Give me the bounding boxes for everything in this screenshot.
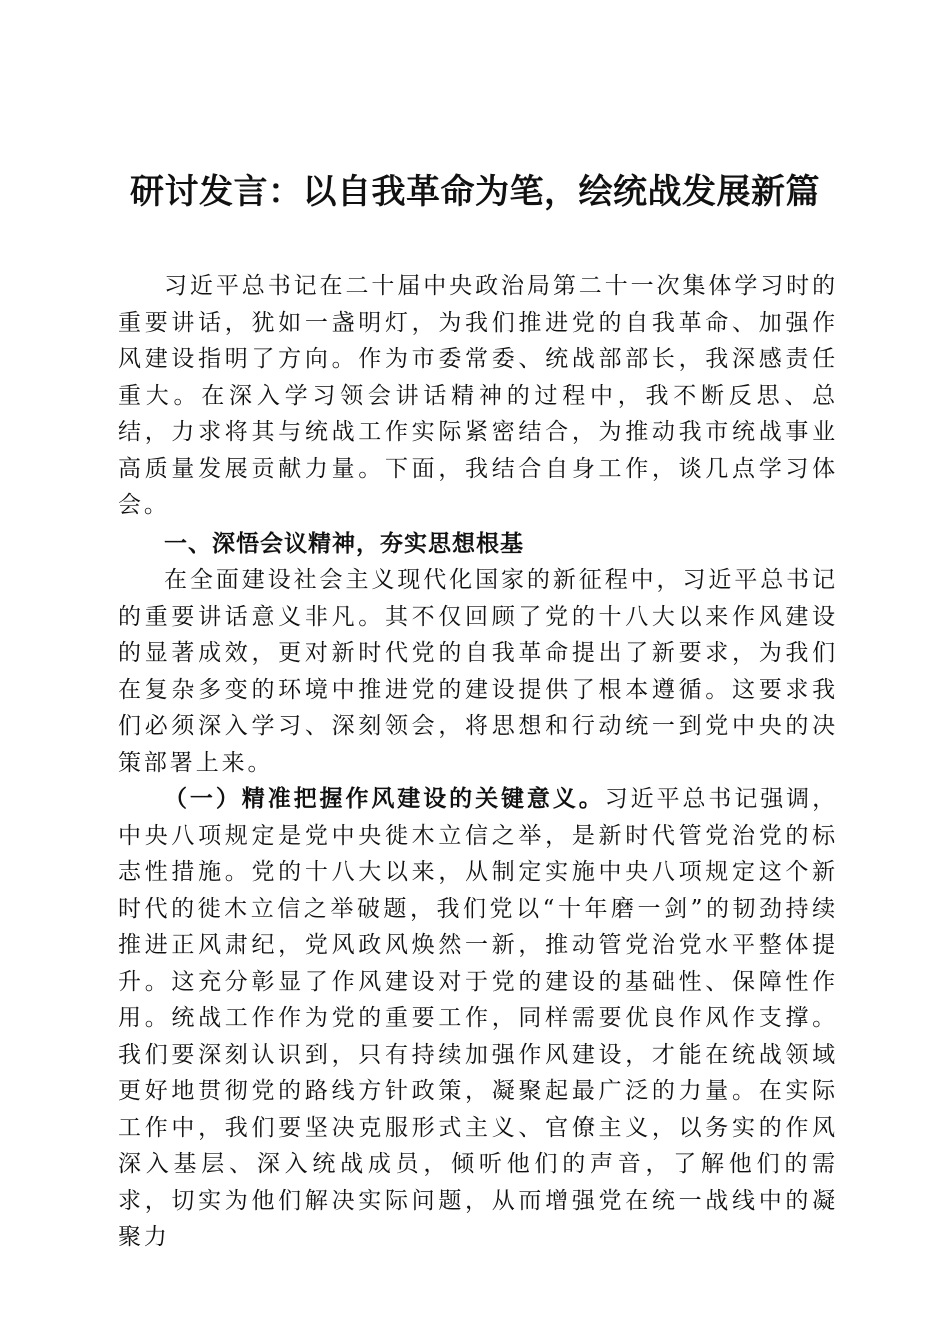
section-paragraph: 在全面建设社会主义现代化国家的新征程中，习近平总书记的重要讲话意义非凡。其不仅回顾了党的十八大以来作风建设的显著成效，更对新时代党的自我革命提出了新要求，为我们在复杂多变的环境中推进党的建设提供了根本遵循。这要求我们必须深入学习、深刻领会，将思想和行动统一到党中央的决策部署上来。: [118, 567, 838, 776]
subsection-paragraph: [118, 781, 838, 1256]
document-body: [118, 268, 838, 1256]
section-heading: 一、深悟会议精神，夯实思想根基: [164, 530, 524, 557]
document-title: 研讨发言：以自我革命为笔，绘统战发展新篇: [130, 172, 820, 212]
intro-paragraph: 习近平总书记在二十届中央政治局第二十一次集体学习时的重要讲话，犹如一盏明灯，为我们推进党的自我革命、加强作风建设指明了方向。作为市委常委、统战部部长，我深感责任重大。在深入学习领会讲话精神的过程中，我不断反思、总结，力求将其与统战工作实际紧密结合，为推动我市统战事业高质量发展贡献力量。下面，我结合自身工作，谈几点学习体会。: [118, 273, 838, 518]
subsection-lead: （一）精准把握作风建设的关键意义。: [164, 785, 605, 812]
subsection-text: 习近平总书记强调，中央八项规定是党中央徙木立信之举，是新时代管党治党的标志性措施。党的十八大以来，从制定实施中央八项规定这个新时代的徙木立信之举破题，我们党以“十年磨一剑”的韧劲持续推进正风肃纪，党风政风焕然一新，推动管党治党水平整体提升。这充分彰显了作风建设对于党的建设的基础性、保障性作用。统战工作作为党的重要工作，同样需要优良作风作支撑。我们要深刻认识到，只有持续加强作风建设，才能在统战领域更好地贯彻党的路线方针政策，凝聚起最广泛的力量。在实际工作中，我们要坚决克服形式主义、官僚主义，以务实的作风深入基层、深入统战成员，倾听他们的声音，了解他们的需求，切实为他们解决实际问题，从而增强党在统一战线中的凝聚力: [118, 786, 838, 1250]
